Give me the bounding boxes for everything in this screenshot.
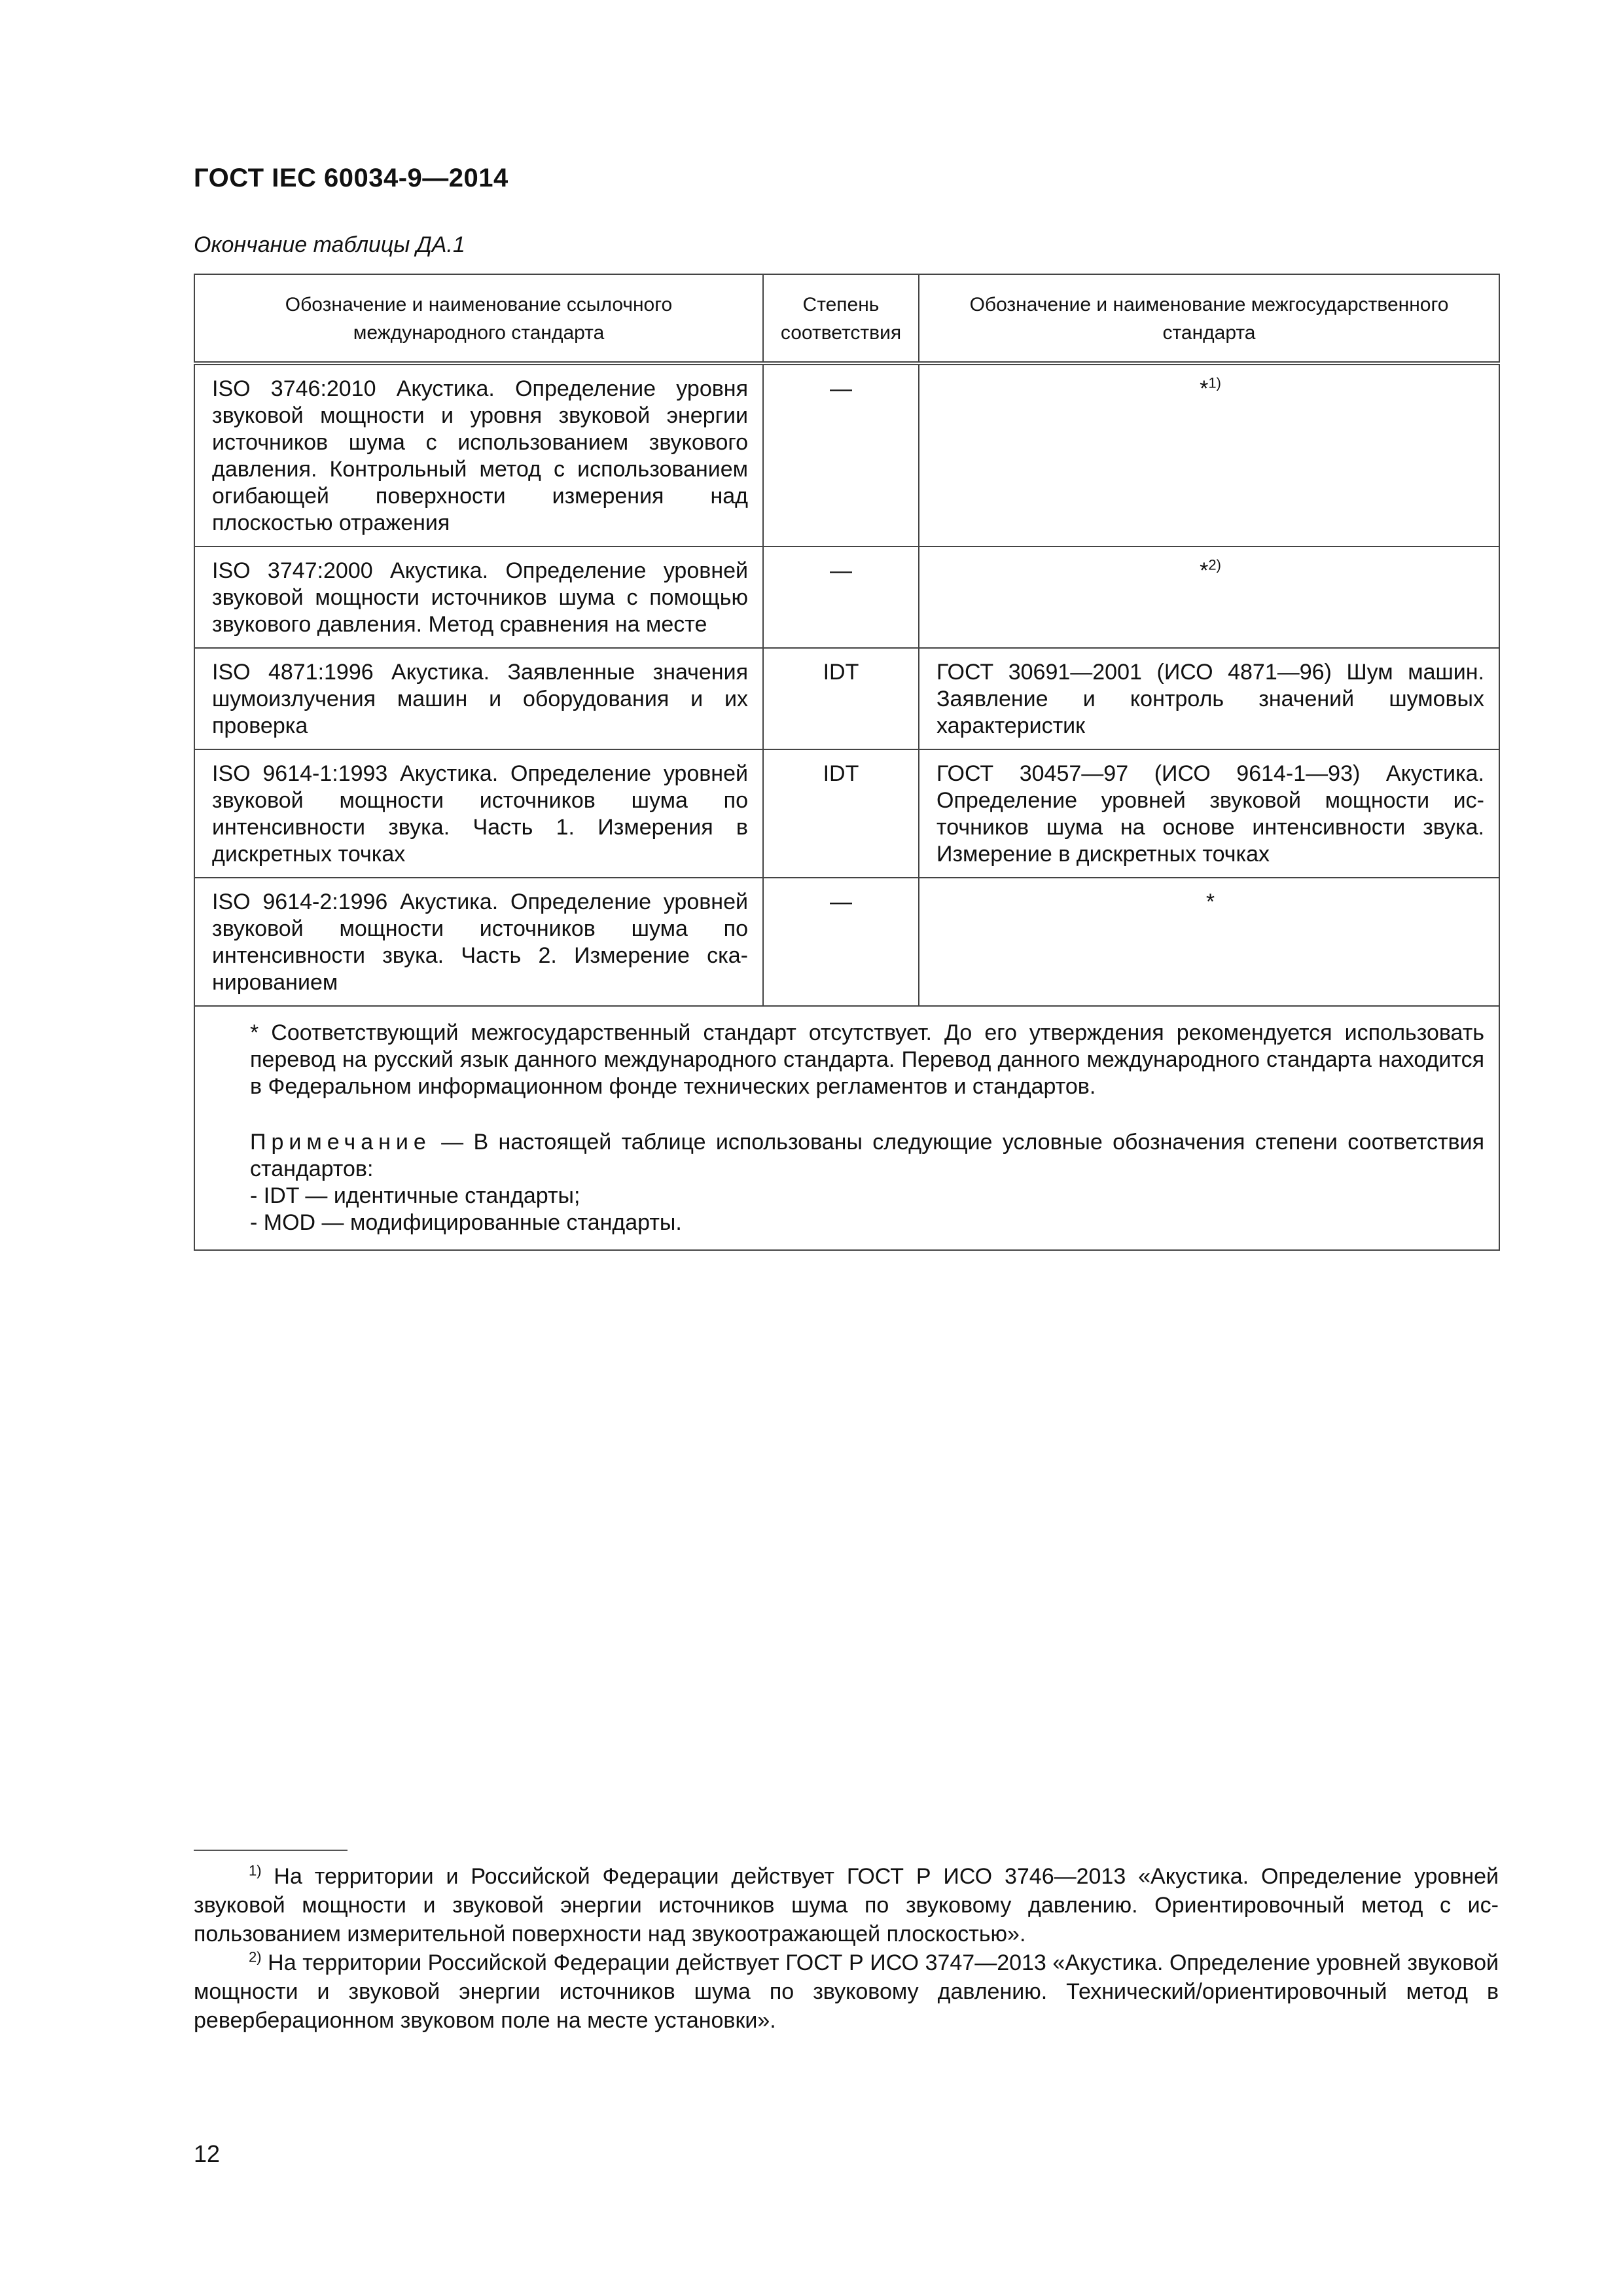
note-list-item: - IDT — идентичные стандарты; <box>250 1183 580 1208</box>
interstate-standard-cell: ГОСТ 30691—2001 (ИСО 4871—96) Шум машин. Заявление и контроль значений шумовых характеристик <box>919 648 1499 749</box>
footnote <box>194 1948 1499 2035</box>
note-text: — В настоящей таблице использованы следующие условные обозначения степени соответствия стандартов: <box>250 1130 1484 1181</box>
footnote-text: На территории и Российской Федерации действует ГОСТ Р ИСО 3746—2013 «Акустика. Определение уровней звуковой мощности и звуковой энергии источников шума по звуковому давлению. Ориентировочный метод с использованием измерительной поверхности над звукоотражающей плоскостью». <box>194 1864 1499 1946</box>
footnotes <box>194 1862 1499 2035</box>
note-label: Примечание <box>250 1130 431 1155</box>
table-header-row <box>194 274 1499 363</box>
footnote-mark: 1) <box>249 1862 262 1879</box>
interstate-standard-cell <box>919 547 1499 648</box>
degree-cell: — <box>763 363 919 547</box>
column-header-interstate-standard: Обозначение и наименование межгосударственного стандарта <box>919 274 1499 363</box>
page-number: 12 <box>194 2140 221 2167</box>
document-code: ГОСТ IEC 60034-9—2014 <box>194 164 508 192</box>
table-row <box>194 363 1499 547</box>
table-note <box>250 1129 1484 1183</box>
interstate-standard-cell: ГОСТ 30457—97 (ИСО 9614-1—93) Акустика. Определение уровней звуковой мощности источников шума на основе интенсивности звука. Измерение в дискретных точках <box>919 749 1499 878</box>
intl-standard-cell: ISO 9614-1:1993 Акустика. Определение уровней звуковой мощности источников шума по интенсивности звука. Часть 1. Измерения в дискретных точках <box>194 749 763 878</box>
table-notes-cell <box>194 1006 1499 1250</box>
footnote-text: На территории Российской Федерации действует ГОСТ Р ИСО 3747—2013 «Акустика. Определение уровней звуковой мощности и звуковой энергии источников шума по звуковому давлению. Технический/ориентировочный метод в реверберационном звуковом поле на месте установки». <box>194 1950 1499 2033</box>
interstate-standard-cell: * <box>919 878 1499 1006</box>
column-header-degree: Степень соответствия <box>763 274 919 363</box>
interstate-standard-cell <box>919 363 1499 547</box>
table-row <box>194 878 1499 1006</box>
footnote <box>194 1862 1499 1948</box>
note-list-item: - MOD — модифицированные стандарты. <box>250 1210 682 1235</box>
column-header-intl-standard: Обозначение и наименование ссылочного международного стандарта <box>194 274 763 363</box>
table-row <box>194 547 1499 648</box>
intl-standard-cell: ISO 3746:2010 Акустика. Определение уровня звуковой мощности и уровня звуковой энергии источников шума с использованием звукового давления. Контрольный метод с использованием огибающей поверхности измерения над плоскостью отражения <box>194 363 763 547</box>
table-caption: Окончание таблицы ДА.1 <box>194 232 465 257</box>
intl-standard-cell: ISO 3747:2000 Акустика. Определение уровней звуковой мощности источников шума с помощью звукового давления. Метод сравнения на месте <box>194 547 763 648</box>
footnote-separator <box>194 1850 348 1851</box>
asterisk-note: * Соответствующий межгосударственный стандарт отсутствует. До его утверждения рекомендуется использовать перевод на русский язык данного международного стандарта. Перевод данного международного стандарта находится в Федеральном информационном фонде технических регламентов и стандартов. <box>250 1020 1484 1099</box>
degree-cell: IDT <box>763 749 919 878</box>
footnote-mark: 2) <box>249 1948 262 1965</box>
intl-standard-cell: ISO 4871:1996 Акустика. Заявленные значения шумоизлучения машин и оборудования и их проверка <box>194 648 763 749</box>
intl-standard-cell: ISO 9614-2:1996 Акустика. Определение уровней звуковой мощности источников шума по интенсивности звука. Часть 2. Измерение сканированием <box>194 878 763 1006</box>
standards-table <box>194 274 1500 1251</box>
footnote-ref: 2) <box>1208 556 1221 573</box>
table-notes-row <box>194 1006 1499 1250</box>
degree-cell: IDT <box>763 648 919 749</box>
absent-mark: * <box>1200 558 1209 583</box>
degree-cell: — <box>763 547 919 648</box>
degree-cell: — <box>763 878 919 1006</box>
footnote-ref: 1) <box>1208 374 1221 391</box>
table-row <box>194 749 1499 878</box>
absent-mark: * <box>1200 376 1209 401</box>
table-row <box>194 648 1499 749</box>
